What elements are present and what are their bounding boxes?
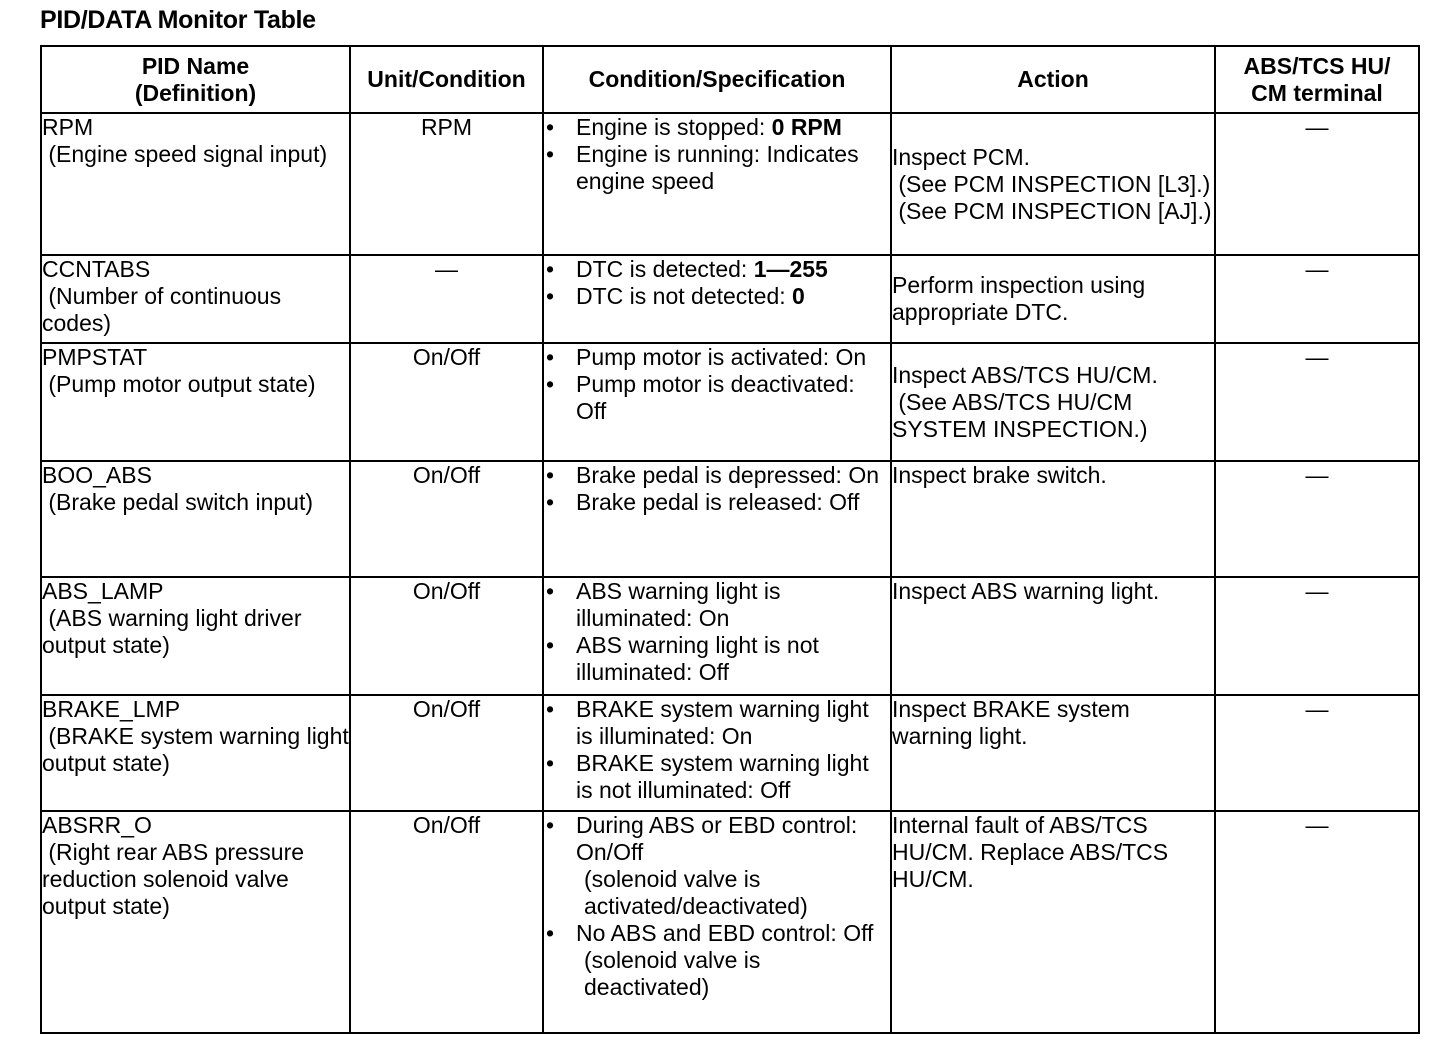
pid-definition: (ABS warning light driver output state) — [42, 605, 308, 658]
pid-code: BRAKE_LMP — [42, 696, 181, 722]
pid-definition: (Brake pedal switch input) — [42, 489, 314, 515]
action-cell — [891, 343, 1215, 461]
condition-list — [544, 256, 890, 310]
pid-name-cell — [41, 461, 350, 577]
terminal-cell: — — [1215, 113, 1419, 255]
table-row — [41, 577, 1419, 695]
action-line: Internal fault of ABS/TCS HU/CM. Replace ABS/TCS HU/CM. — [892, 812, 1175, 892]
pid-definition: (Pump motor output state) — [42, 371, 316, 397]
condition-text: Brake pedal is released: Off — [576, 489, 860, 515]
unit-cell: On/Off — [350, 695, 543, 811]
condition-text: Pump motor is deactivated: Off — [576, 371, 855, 424]
table-row — [41, 811, 1419, 1033]
header-terminal-line1: ABS/TCS HU/ — [1243, 52, 1391, 79]
header-pid-name-line2: (Definition) — [134, 79, 257, 106]
action-cell — [891, 255, 1215, 343]
terminal-cell: — — [1215, 811, 1419, 1033]
table-row — [41, 113, 1419, 255]
action-line: Inspect ABS warning light. — [892, 578, 1160, 604]
condition-cell — [543, 113, 891, 255]
condition-text: Engine is stopped: — [576, 114, 772, 140]
condition-list — [544, 812, 890, 1001]
condition-cell — [543, 811, 891, 1033]
terminal-cell: — — [1215, 695, 1419, 811]
action-line: (See PCM INSPECTION [L3].) — [892, 170, 1211, 197]
condition-text: No ABS and EBD control: Off — [576, 920, 874, 946]
header-condition: Condition/Specification — [543, 46, 891, 113]
pid-definition: (Engine speed signal input) — [42, 141, 328, 167]
condition-text: Engine is running: Indicates engine speed — [576, 141, 859, 194]
pid-name-cell — [41, 695, 356, 811]
condition-item — [544, 371, 890, 425]
action-cell — [891, 811, 1215, 1033]
action-line: Perform inspection using appropriate DTC. — [892, 272, 1152, 325]
condition-list — [544, 696, 890, 804]
action-cell — [891, 113, 1215, 255]
unit-cell: On/Off — [350, 343, 543, 461]
header-terminal — [1215, 46, 1419, 113]
pid-name-cell — [41, 343, 350, 461]
pid-name-cell — [41, 811, 350, 1033]
action-line: Inspect ABS/TCS HU/CM. — [892, 361, 1158, 388]
action-cell — [891, 695, 1215, 811]
header-pid-name-line1: PID Name — [141, 52, 250, 79]
action-line: Inspect PCM. — [892, 143, 1031, 170]
condition-text: BRAKE system warning light is illuminated: On — [576, 696, 869, 749]
condition-text: Pump motor is activated: On — [576, 344, 867, 370]
condition-list — [544, 462, 890, 516]
condition-list — [544, 344, 890, 425]
unit-cell: On/Off — [350, 577, 543, 695]
condition-text: DTC is detected: — [576, 256, 754, 282]
condition-value: 0 — [792, 283, 805, 309]
action-line: Inspect brake switch. — [892, 462, 1107, 488]
pid-definition: (Number of continuous codes) — [42, 283, 288, 336]
table-row — [41, 255, 1419, 343]
condition-cell — [543, 695, 891, 811]
condition-item — [544, 750, 890, 804]
condition-item — [544, 812, 890, 920]
condition-text: ABS warning light is illuminated: On — [576, 578, 781, 631]
condition-cell — [543, 577, 891, 695]
table-row — [41, 461, 1419, 577]
condition-cell — [543, 255, 891, 343]
unit-cell: RPM — [350, 113, 543, 255]
condition-value: 1—255 — [753, 256, 828, 282]
pid-name-cell — [41, 255, 350, 343]
condition-cell — [543, 343, 891, 461]
condition-text: DTC is not detected: — [576, 283, 793, 309]
pid-definition: (BRAKE system warning light output state) — [42, 723, 356, 776]
pid-name-cell — [41, 577, 350, 695]
pid-name-cell — [41, 113, 350, 255]
unit-cell: On/Off — [350, 461, 543, 577]
condition-text: BRAKE system warning light is not illuminated: Off — [576, 750, 869, 803]
action-cell — [891, 461, 1215, 577]
action-cell — [891, 577, 1215, 695]
pid-definition: (Right rear ABS pressure reduction solenoid valve output state) — [42, 839, 311, 919]
condition-item — [544, 696, 890, 750]
condition-item — [544, 632, 890, 686]
pid-code: ABSRR_O — [42, 812, 152, 838]
condition-text: During ABS or EBD control: On/Off — [576, 812, 858, 865]
page-title: PID/DATA Monitor Table — [40, 6, 316, 34]
pid-code: PMPSTAT — [42, 344, 148, 370]
condition-item — [544, 141, 890, 195]
condition-item — [544, 462, 890, 489]
pid-data-monitor-table — [40, 45, 1420, 1034]
table-body — [41, 113, 1419, 1033]
condition-item — [544, 578, 890, 632]
terminal-cell: — — [1215, 343, 1419, 461]
condition-cell — [543, 461, 891, 577]
action-line: (See ABS/TCS HU/CM SYSTEM INSPECTION.) — [892, 388, 1148, 442]
condition-note: (solenoid valve is deactivated) — [584, 947, 761, 1000]
condition-item — [544, 344, 890, 371]
condition-value: 0 RPM — [771, 114, 842, 140]
pid-code: BOO_ABS — [42, 462, 152, 488]
unit-cell: — — [350, 255, 543, 343]
condition-item — [544, 283, 890, 310]
table-header-row — [41, 46, 1419, 113]
action-line: (See PCM INSPECTION [AJ].) — [892, 197, 1212, 224]
table-row — [41, 343, 1419, 461]
header-action: Action — [891, 46, 1215, 113]
condition-item — [544, 920, 890, 1001]
condition-item — [544, 256, 890, 283]
header-terminal-line2: CM terminal — [1251, 79, 1383, 106]
condition-item — [544, 489, 890, 516]
header-pid-name — [41, 46, 350, 113]
terminal-cell: — — [1215, 255, 1419, 343]
action-line: Inspect BRAKE system warning light. — [892, 696, 1137, 749]
condition-list — [544, 578, 890, 686]
pid-code: ABS_LAMP — [42, 578, 164, 604]
pid-code: CCNTABS — [42, 256, 151, 282]
condition-note: (solenoid valve is activated/deactivated) — [584, 866, 808, 919]
table-row — [41, 695, 1419, 811]
header-unit: Unit/Condition — [350, 46, 543, 113]
condition-text: ABS warning light is not illuminated: Off — [576, 632, 819, 685]
condition-item — [544, 114, 890, 141]
condition-text: Brake pedal is depressed: On — [576, 462, 880, 488]
terminal-cell: — — [1215, 461, 1419, 577]
terminal-cell: — — [1215, 577, 1419, 695]
unit-cell: On/Off — [350, 811, 543, 1033]
pid-code: RPM — [42, 114, 94, 140]
condition-list — [544, 114, 890, 195]
